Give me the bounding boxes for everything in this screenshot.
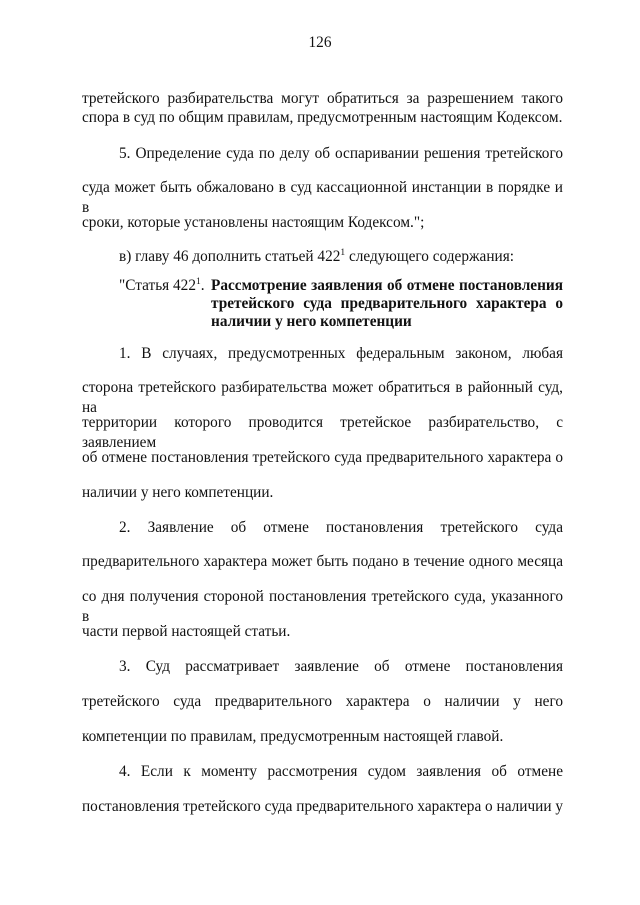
text-line: 4. Если к моменту рассмотрения судом заявления об отмене [119, 763, 563, 780]
text-line: 3. Суд рассматривает заявление об отмене постановления [119, 658, 563, 675]
text-line: сторона третейского разбирательства может обратиться в районный суд, на [82, 379, 563, 416]
text-line: 1. В случаях, предусмотренных федеральным законом, любая [119, 345, 563, 362]
superscript: 1 [195, 277, 201, 287]
text-line: 2. Заявление об отмене постановления третейского суда [119, 519, 563, 536]
text-line: компетенции по правилам, предусмотренным настоящей главой. [82, 728, 504, 745]
text-line: со дня получения стороной постановления третейского суда, указанного в [82, 588, 563, 625]
amendment-text-end: следующего содержания: [345, 248, 514, 265]
amendment-text: в) главу 46 дополнить статьей 422 [119, 248, 341, 265]
article-label-dot: . [200, 277, 205, 294]
amendment-line [119, 247, 600, 267]
text-line: наличии у него компетенции. [82, 484, 274, 501]
article-title-line: Рассмотрение заявления об отмене постановления [211, 277, 563, 294]
text-line: спора в суд по общим правилам, предусмотренным настоящим Кодексом. [82, 109, 563, 126]
text-line: постановления третейского суда предварительного характера о наличии у [82, 798, 563, 815]
text-line: об отмене постановления третейского суда предварительного характера о [82, 449, 563, 466]
text-line: 5. Определение суда по делу об оспаривании решения третейского [119, 145, 563, 162]
article-title-line: третейского суда предварительного характера о [211, 295, 563, 312]
article-label-text: "Статья 422 [119, 277, 196, 294]
article-title-line: наличии у него компетенции [211, 313, 412, 330]
text-line: территории которого проводится третейское разбирательство, с заявлением [82, 414, 563, 451]
page-number: 126 [308, 34, 332, 51]
text-line: предварительного характера может быть подано в течение одного месяца [82, 553, 563, 570]
text-line: третейского разбирательства могут обратиться за разрешением такого [82, 90, 563, 107]
article-label [119, 277, 205, 295]
text-line: сроки, которые установлены настоящим Кодексом."; [82, 214, 425, 231]
superscript: 1 [340, 248, 346, 258]
text-line: третейского суда предварительного характера о наличии у него [82, 693, 563, 710]
text-line: суда может быть обжаловано в суд кассационной инстанции в порядке и в [82, 179, 563, 216]
article-title [211, 277, 563, 331]
text-line: части первой настоящей статьи. [82, 623, 291, 640]
